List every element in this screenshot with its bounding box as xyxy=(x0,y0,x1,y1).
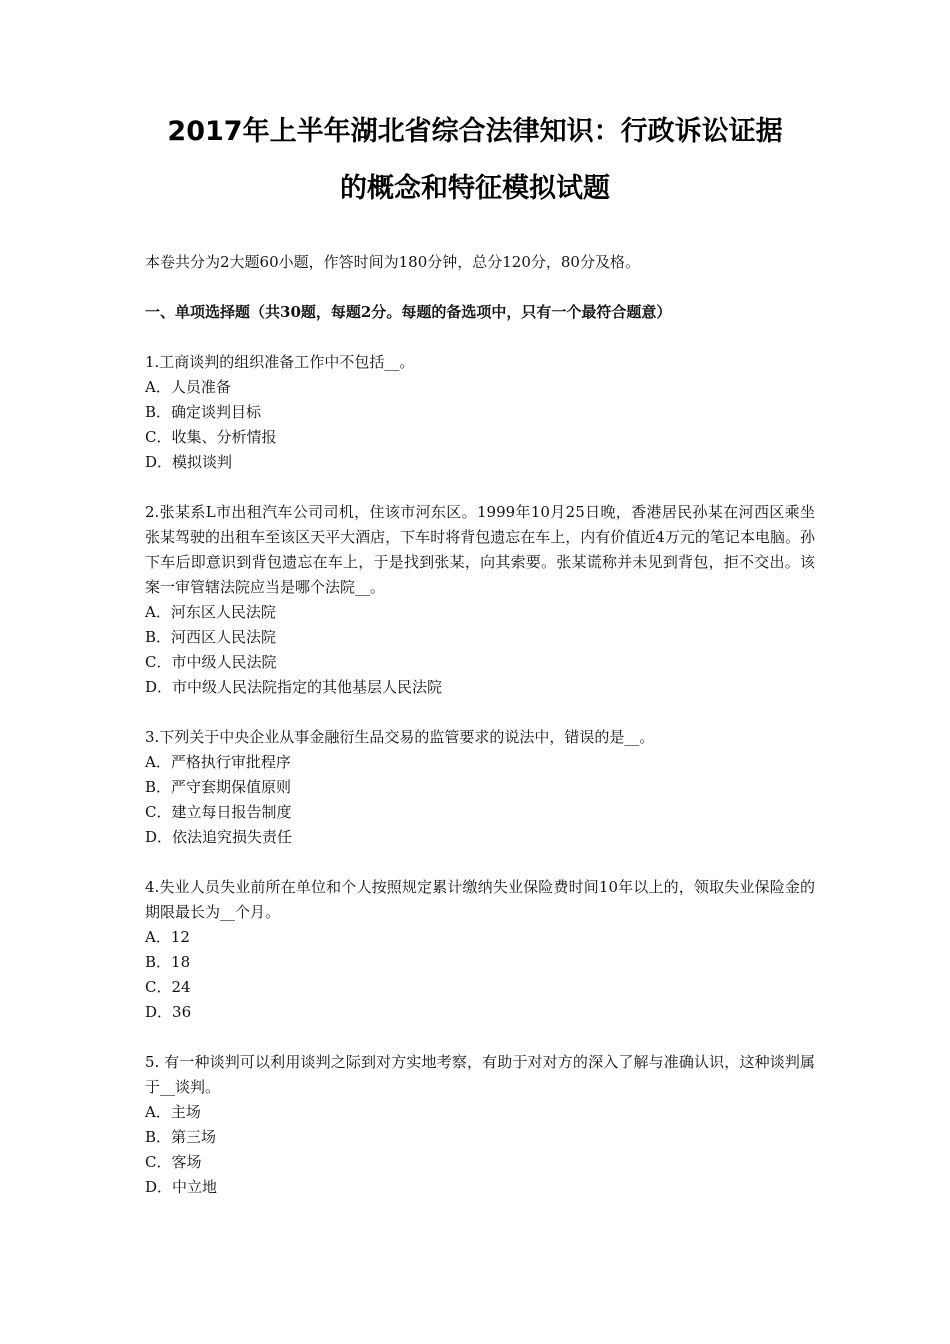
option-a: A．主场 xyxy=(145,1103,201,1121)
question-block xyxy=(145,500,815,700)
question-text: 3.下列关于中央企业从事金融衍生品交易的监管要求的说法中，错误的是__。 xyxy=(145,728,655,746)
option-b: B．18 xyxy=(145,953,191,971)
section-heading: 一、单项选择题（共30题，每题2分。每题的备选项中，只有一个最符合题意） xyxy=(145,303,672,321)
option-c: C．24 xyxy=(145,978,191,996)
question-text: 2.张某系L市出租汽车公司司机，住该市河东区。1999年10月25日晚，香港居民孙某在河西区乘坐张某驾驶的出租车至该区天平大酒店，下车时将背包遗忘在车上，内有价值近4万元的笔记本电脑。孙下车后即意识到背包遗忘在车上，于是找到张某，向其索要。张某谎称并未见到背包，拒不交出。该案一审管辖法院应当是哪个法院__。 xyxy=(145,503,815,596)
document-title xyxy=(0,103,950,217)
document-body xyxy=(145,250,815,1225)
option-c: C．收集、分析情报 xyxy=(145,428,277,446)
option-c: C．建立每日报告制度 xyxy=(145,803,292,821)
exam-intro: 本卷共分为2大题60小题，作答时间为180分钟，总分120分，80分及格。 xyxy=(145,253,640,271)
question-text: 5. 有一种谈判可以利用谈判之际到对方实地考察，有助于对对方的深入了解与准确认识，这种谈判属于__谈判。 xyxy=(145,1053,815,1096)
option-a: A．严格执行审批程序 xyxy=(145,753,291,771)
title-line-1: 2017年上半年湖北省综合法律知识：行政诉讼证据 xyxy=(167,116,783,147)
title-line-2: 的概念和特征模拟试题 xyxy=(340,173,610,204)
option-b: B．河西区人民法院 xyxy=(145,628,277,646)
question-text: 1.工商谈判的组织准备工作中不包括__。 xyxy=(145,353,415,371)
question-text: 4.失业人员失业前所在单位和个人按照规定累计缴纳失业保险费时间10年以上的，领取失业保险金的期限最长为__个月。 xyxy=(145,878,815,921)
option-d: D．中立地 xyxy=(145,1178,218,1196)
option-d: D．36 xyxy=(145,1003,192,1021)
option-d: D．市中级人民法院指定的其他基层人民法院 xyxy=(145,678,443,696)
option-c: C．客场 xyxy=(145,1153,202,1171)
option-b: B．确定谈判目标 xyxy=(145,403,262,421)
option-a: A．人员准备 xyxy=(145,378,231,396)
option-a: A．12 xyxy=(145,928,190,946)
option-c: C．市中级人民法院 xyxy=(145,653,277,671)
option-d: D．依法追究损失责任 xyxy=(145,828,293,846)
question-block xyxy=(145,1050,815,1200)
question-block xyxy=(145,350,815,475)
question-block xyxy=(145,875,815,1025)
option-b: B．严守套期保值原则 xyxy=(145,778,292,796)
question-block xyxy=(145,725,815,850)
option-a: A．河东区人民法院 xyxy=(145,603,276,621)
option-b: B．第三场 xyxy=(145,1128,217,1146)
option-d: D．模拟谈判 xyxy=(145,453,233,471)
